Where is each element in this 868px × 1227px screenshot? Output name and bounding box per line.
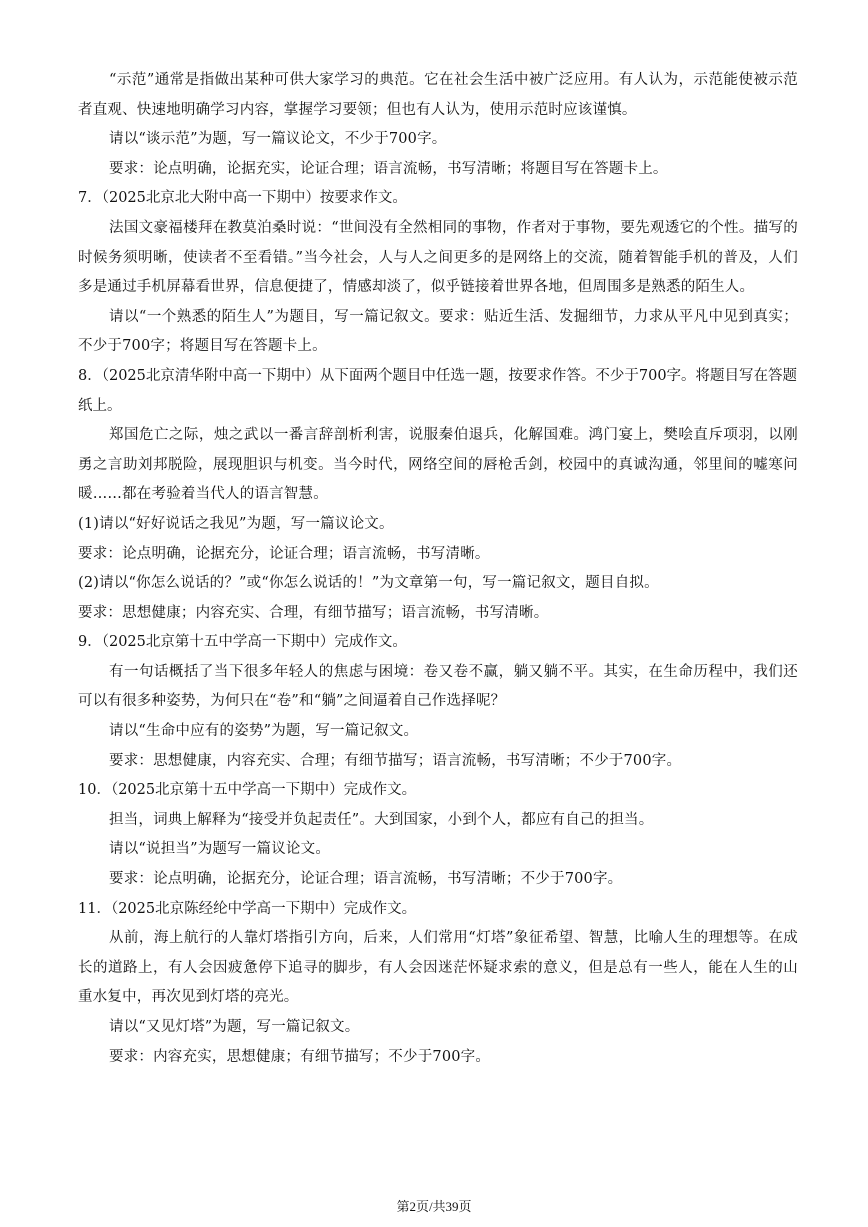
paragraph: 担当，词典上解释为“接受并负起责任”。大到国家，小到个人，都应有自己的担当。 bbox=[109, 811, 654, 828]
question-heading: 7．（2025北京北大附中高一下期中）按要求作文。 bbox=[78, 190, 407, 207]
paragraph: (1)请以“好好说话之我见”为题，写一篇议论文。 bbox=[78, 515, 394, 532]
paragraph: 从前，海上航行的人靠灯塔指引方向，后来，人们常用“灯塔”象征希望、智慧，比喻人生的理想等。在成长的道路上，有人会因疲惫停下追寻的脚步，有人会因迷茫怀疑求索的意义，但是总有一些人，能在人生的山重水复中，再次见到灯塔的亮光。 bbox=[78, 930, 798, 1006]
paragraph: 请以“一个熟悉的陌生人”为题目，写一篇记叙文。要求：贴近生活、发掘细节，力求从平凡中见到真实；不少于700字；将题目写在答题卡上。 bbox=[78, 308, 798, 355]
question-heading: 11．（2025北京陈经纶中学高一下期中）完成作文。 bbox=[78, 900, 417, 917]
paragraph: “示范”通常是指做出某种可供大家学习的典范。它在社会生活中被广泛应用。有人认为，示范能使被示范者直观、快速地明确学习内容，掌握学习要领；但也有人认为，使用示范时应该谨慎。 bbox=[78, 72, 798, 118]
paragraph: 请以“又见灯塔”为题，写一篇记叙文。 bbox=[109, 1019, 360, 1035]
paragraph: 要求：论点明确，论据充分，论证合理；语言流畅，书写清晰。 bbox=[78, 545, 490, 562]
question-heading: 9．（2025北京第十五中学高一下期中）完成作文。 bbox=[78, 634, 407, 651]
page-number: 第2页/共39页 bbox=[396, 1199, 472, 1214]
paragraph: 要求：论点明确，论据充实，论证合理；语言流畅，书写清晰；将题目写在答题卡上。 bbox=[109, 160, 668, 177]
paragraph: 要求：论点明确，论据充分，论证合理；语言流畅，书写清晰；不少于700字。 bbox=[109, 871, 623, 888]
paragraph: 郑国危亡之际，烛之武以一番言辞剖析利害，说服秦伯退兵，化解国难。鸿门宴上，樊哙直斥项羽，以刚勇之言助刘邦脱险，展现胆识与机变。当今时代，网络空间的唇枪舌剑，校园中的真诚沟通，邻里间的嘘寒问暖……都在考验着当代人的语言智慧。 bbox=[78, 427, 798, 503]
question-heading: 8．（2025北京清华附中高一下期中）从下面两个题目中任选一题，按要求作答。不少于700字。将题目写在答题纸上。 bbox=[78, 367, 798, 414]
paragraph: 要求：思想健康；内容充实、合理，有细节描写；语言流畅，书写清晰。 bbox=[78, 604, 549, 621]
paragraph: 要求：思想健康，内容充实、合理；有细节描写；语言流畅，书写清晰；不少于700字。 bbox=[109, 752, 682, 769]
paragraph: 有一句话概括了当下很多年轻人的焦虑与困境：卷又卷不赢，躺又躺不平。其实，在生命历程中，我们还可以有很多种姿势，为何只在“卷”和“躺”之间逼着自己作选择呢？ bbox=[78, 663, 798, 710]
paragraph: (2)请以“你怎么说话的？”或“你怎么说话的！”为文章第一句，写一篇记叙文，题目自拟。 bbox=[78, 575, 659, 592]
document-body bbox=[78, 66, 798, 1072]
paragraph: 法国文豪福楼拜在教莫泊桑时说：“世间没有全然相同的事物，作者对于事物，要先观透它的个性。描写的时候务须明晰，使读者不至看错。”当今社会，人与人之间更多的是网络上的交流，随着智能手机的普及，人们多是通过手机屏幕看世界，信息便捷了，情感却淡了，似乎链接着世界各地，但周围多是熟悉的陌生人。 bbox=[78, 219, 798, 296]
paragraph: 要求：内容充实，思想健康；有细节描写；不少于700字。 bbox=[109, 1048, 491, 1065]
question-heading: 10．（2025北京第十五中学高一下期中）完成作文。 bbox=[78, 782, 417, 799]
paragraph: 请以“生命中应有的姿势”为题，写一篇记叙文。 bbox=[109, 723, 419, 740]
paragraph: 请以“谈示范”为题，写一篇议论文，不少于700字。 bbox=[109, 131, 447, 148]
paragraph: 请以“说担当”为题写一篇议论文。 bbox=[109, 841, 331, 858]
